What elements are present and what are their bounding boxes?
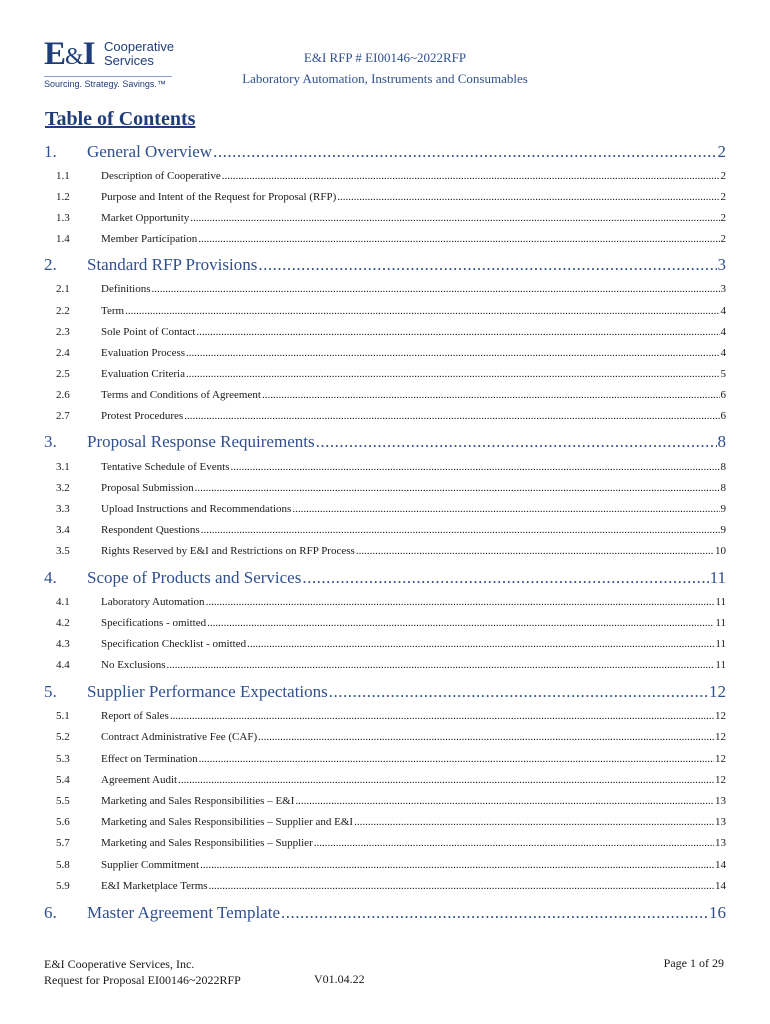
toc-entry-title[interactable]: Sole Point of Contact: [101, 326, 196, 338]
toc-section-entry[interactable]: [44, 903, 726, 923]
toc-dot-leader: [184, 410, 719, 422]
toc-entry-number: 6.: [44, 903, 57, 922]
toc-title: Table of Contents: [45, 108, 196, 130]
toc-subsection-entry[interactable]: [44, 410, 726, 422]
toc-subsection-entry[interactable]: [44, 326, 726, 338]
toc-entry-page: 2: [720, 170, 726, 182]
toc-entry-title[interactable]: Supplier Performance Expectations: [87, 682, 328, 701]
toc-entry-page: 2: [720, 212, 726, 224]
toc-entry-title[interactable]: Proposal Response Requirements: [87, 432, 315, 451]
toc-subsection-entry[interactable]: [44, 389, 726, 401]
toc-entry-page: 5: [720, 368, 726, 380]
toc-subsection-entry[interactable]: [44, 347, 726, 359]
toc-entry-number: 5.6: [56, 816, 70, 828]
toc-subsection-entry[interactable]: [44, 710, 726, 722]
toc-entry-page: 11: [709, 568, 726, 587]
toc-dot-leader: [209, 880, 714, 892]
toc-entry-title[interactable]: Member Participation: [101, 233, 198, 245]
toc-entry-page: 8: [720, 461, 726, 473]
toc-entry-title[interactable]: Proposal Submission: [101, 482, 194, 494]
toc-entry-page: 13: [715, 837, 726, 849]
toc-dot-leader: [230, 461, 719, 473]
toc-dot-leader: [281, 903, 708, 923]
toc-entry-page: 8: [720, 482, 726, 494]
toc-entry-page: 2: [720, 233, 726, 245]
toc-entry-page: 6: [720, 389, 726, 401]
toc-section-entry[interactable]: [44, 142, 726, 162]
toc-subsection-entry[interactable]: [44, 368, 726, 380]
footer-version: V01.04.22: [314, 972, 365, 986]
toc-entry-number: 3.: [44, 432, 57, 451]
toc-entry-number: 5.3: [56, 753, 70, 765]
toc-subsection-entry[interactable]: [44, 170, 726, 182]
toc-dot-leader: [302, 568, 708, 588]
toc-entry-title[interactable]: Definitions: [101, 283, 151, 295]
toc-entry-title[interactable]: Respondent Questions: [101, 524, 200, 536]
toc-dot-leader: [337, 191, 719, 203]
toc-subsection-entry[interactable]: [44, 731, 726, 743]
toc-dot-leader: [196, 326, 719, 338]
toc-entry-title[interactable]: Evaluation Process: [101, 347, 186, 359]
toc-subsection-entry[interactable]: [44, 233, 726, 245]
toc-dot-leader: [295, 795, 714, 807]
toc-entry-number: 1.: [44, 142, 57, 161]
toc-entry-page: 11: [715, 659, 726, 671]
toc-entry-title[interactable]: Supplier Commitment: [101, 859, 200, 871]
toc-subsection-entry[interactable]: [44, 880, 726, 892]
toc-entry-title[interactable]: Description of Cooperative: [101, 170, 221, 182]
toc-entry-page: 10: [715, 545, 726, 557]
toc-entry-number: 2.1: [56, 283, 70, 295]
toc-entry-page: 11: [715, 617, 726, 629]
toc-dot-leader: [354, 816, 714, 828]
footer-rfp: Request for Proposal EI00146~2022RFP: [44, 973, 241, 987]
document-header: [190, 47, 580, 89]
toc-entry-page: 16: [709, 903, 726, 922]
toc-entry-title[interactable]: Marketing and Sales Responsibilities – E&I: [101, 795, 295, 807]
toc-entry-title[interactable]: E&I Marketplace Terms: [101, 880, 208, 892]
toc-entry-page: 3: [717, 255, 726, 274]
toc-subsection-entry[interactable]: [44, 524, 726, 536]
toc-entry-page: 12: [715, 774, 726, 786]
toc-entry-title[interactable]: Agreement Audit: [101, 774, 178, 786]
toc-dot-leader: [125, 305, 719, 317]
toc-entry-page: 3: [720, 283, 726, 295]
toc-entry-title[interactable]: Marketing and Sales Responsibilities – Supplier: [101, 837, 313, 849]
toc-entry-number: 5.9: [56, 880, 70, 892]
header-rfp-subject: Laboratory Automation, Instruments and Consumables: [242, 71, 528, 86]
toc-entry-number: 4.3: [56, 638, 70, 650]
toc-entry-page: 2: [720, 191, 726, 203]
toc-section-entry[interactable]: [44, 568, 726, 588]
toc-entry-title[interactable]: Tentative Schedule of Events: [101, 461, 230, 473]
toc-entry-title[interactable]: Terms and Conditions of Agreement: [101, 389, 261, 401]
logo-name: Cooperative Services: [104, 39, 175, 68]
toc-subsection-entry[interactable]: [44, 596, 726, 608]
toc-entry-title[interactable]: No Exclusions: [101, 659, 166, 671]
toc-entry-page: 13: [715, 816, 726, 828]
toc-entry-number: 4.: [44, 568, 57, 587]
toc-entry-number: 1.1: [56, 170, 70, 182]
toc-entry-number: 1.4: [56, 233, 70, 245]
toc-dot-leader: [258, 255, 716, 275]
toc-entry-number: 4.4: [56, 659, 70, 671]
toc-entry-number: 2.7: [56, 410, 70, 422]
toc-entry-title[interactable]: Report of Sales: [101, 710, 169, 722]
toc-subsection-entry[interactable]: [44, 482, 726, 494]
toc-entry-page: 14: [715, 880, 726, 892]
toc-entry-title[interactable]: Protest Procedures: [101, 410, 184, 422]
toc-entry-title[interactable]: Marketing and Sales Responsibilities – Supplier and E&I: [101, 816, 354, 828]
toc-dot-leader: [356, 545, 714, 557]
toc-entry-number: 2.5: [56, 368, 70, 380]
toc-entry-page: 4: [720, 326, 726, 338]
toc-entry-title[interactable]: Scope of Products and Services: [87, 568, 302, 587]
toc-dot-leader: [198, 233, 719, 245]
toc-subsection-entry[interactable]: [44, 816, 726, 828]
toc-entry-number: 1.3: [56, 212, 70, 224]
toc-entry-title[interactable]: Laboratory Automation: [101, 596, 205, 608]
toc-entry-title[interactable]: Upload Instructions and Recommendations: [101, 503, 292, 515]
toc-subsection-entry[interactable]: [44, 774, 726, 786]
toc-subsection-entry[interactable]: [44, 283, 726, 295]
toc-dot-leader: [329, 682, 708, 702]
toc-entry-number: 5.2: [56, 731, 70, 743]
toc-dot-leader: [207, 617, 714, 629]
toc-entry-number: 5.8: [56, 859, 70, 871]
toc-entry-number: 3.1: [56, 461, 70, 473]
toc-entry-page: 4: [720, 305, 726, 317]
footer-company: E&I Cooperative Services, Inc.: [44, 957, 195, 971]
toc-entry-number: 3.3: [56, 503, 70, 515]
toc-entry-number: 5.4: [56, 774, 70, 786]
toc-subsection-entry[interactable]: [44, 461, 726, 473]
toc-entry-page: 2: [717, 142, 726, 161]
toc-section-entry[interactable]: [44, 682, 726, 702]
toc-entry-number: 2.3: [56, 326, 70, 338]
toc-entry-page: 11: [715, 596, 726, 608]
toc-entry-page: 9: [720, 503, 726, 515]
toc-subsection-entry[interactable]: [44, 545, 726, 557]
toc-entry-page: 12: [715, 753, 726, 765]
toc-entry-title[interactable]: Effect on Termination: [101, 753, 198, 765]
toc-entry-number: 2.2: [56, 305, 70, 317]
toc-entry-number: 3.5: [56, 545, 70, 557]
toc-dot-leader: [314, 837, 714, 849]
toc-entry-title[interactable]: Specification Checklist - omitted: [101, 638, 247, 650]
toc-dot-leader: [200, 859, 714, 871]
toc-subsection-entry[interactable]: [44, 753, 726, 765]
ei-logo: [44, 36, 174, 94]
toc-dot-leader: [178, 774, 714, 786]
toc-dot-leader: [262, 389, 720, 401]
toc-entry-number: 4.1: [56, 596, 70, 608]
toc-dot-leader: [199, 753, 714, 765]
toc-entry-number: 5.7: [56, 837, 70, 849]
toc-entry-number: 5.: [44, 682, 57, 701]
toc-subsection-entry[interactable]: [44, 795, 726, 807]
toc-subsection-entry[interactable]: [44, 638, 726, 650]
header-rfp-number: E&I RFP # EI00146~2022RFP: [303, 50, 467, 65]
toc-subsection-entry[interactable]: [44, 212, 726, 224]
toc-dot-leader: [195, 482, 720, 494]
toc-entry-title[interactable]: Term: [101, 305, 125, 317]
toc-subsection-entry[interactable]: [44, 837, 726, 849]
logo-tagline: Sourcing. Strategy. Savings.™: [44, 76, 172, 89]
toc-entry-title[interactable]: Rights Reserved by E&I and Restrictions on RFP Process: [101, 545, 355, 557]
toc-entry-number: 3.2: [56, 482, 70, 494]
toc-dot-leader: [152, 283, 720, 295]
toc-entry-page: 6: [720, 410, 726, 422]
toc-entry-title[interactable]: Purpose and Intent of the Request for Proposal (RFP): [101, 191, 337, 203]
toc-entry-page: 12: [715, 710, 726, 722]
toc-entry-page: 12: [709, 682, 726, 701]
toc-dot-leader: [292, 503, 719, 515]
toc-dot-leader: [247, 638, 714, 650]
toc-dot-leader: [186, 347, 719, 359]
toc-entry-title[interactable]: Specifications - omitted: [101, 617, 207, 629]
toc-entry-page: 14: [715, 859, 726, 871]
toc-section-entry[interactable]: [44, 255, 726, 275]
toc-dot-leader: [258, 731, 714, 743]
toc-subsection-entry[interactable]: [44, 191, 726, 203]
toc-entry-page: 8: [717, 432, 726, 451]
toc-dot-leader: [190, 212, 719, 224]
toc-entry-title[interactable]: Master Agreement Template: [87, 903, 280, 922]
toc-entry-number: 5.1: [56, 710, 70, 722]
toc-entry-title[interactable]: Contract Administrative Fee (CAF): [101, 731, 258, 743]
toc-entry-number: 2.: [44, 255, 57, 274]
toc-entry-page: 4: [720, 347, 726, 359]
toc-entry-number: 3.4: [56, 524, 70, 536]
toc-entry-title[interactable]: Market Opportunity: [101, 212, 190, 224]
toc-entry-number: 4.2: [56, 617, 70, 629]
toc-entry-page: 11: [715, 638, 726, 650]
toc-subsection-entry[interactable]: [44, 305, 726, 317]
toc-entry-number: 2.6: [56, 389, 70, 401]
toc-dot-leader: [201, 524, 720, 536]
toc-dot-leader: [316, 432, 717, 452]
toc-subsection-entry[interactable]: [44, 859, 726, 871]
footer-left: [44, 956, 241, 988]
toc-entry-page: 12: [715, 731, 726, 743]
toc-subsection-entry[interactable]: [44, 503, 726, 515]
toc-section-entry[interactable]: [44, 432, 726, 452]
toc-entry-number: 5.5: [56, 795, 70, 807]
toc-entry-number: 2.4: [56, 347, 70, 359]
toc-entry-number: 1.2: [56, 191, 70, 203]
toc-entry-page: 9: [720, 524, 726, 536]
toc-dot-leader: [186, 368, 720, 380]
toc-dot-leader: [222, 170, 720, 182]
toc-dot-leader: [206, 596, 715, 608]
toc-subsection-entry[interactable]: [44, 617, 726, 629]
toc-dot-leader: [166, 659, 714, 671]
toc-dot-leader: [170, 710, 714, 722]
toc-entry-title[interactable]: Standard RFP Provisions: [87, 255, 258, 274]
footer-page-number: Page 1 of 29: [663, 956, 724, 970]
toc-entry-title[interactable]: General Overview: [87, 142, 213, 161]
toc-entry-title[interactable]: Evaluation Criteria: [101, 368, 185, 380]
toc-subsection-entry[interactable]: [44, 659, 726, 671]
toc-entry-page: 13: [715, 795, 726, 807]
toc-dot-leader: [213, 142, 716, 162]
logo-mark: E&I: [44, 36, 95, 72]
